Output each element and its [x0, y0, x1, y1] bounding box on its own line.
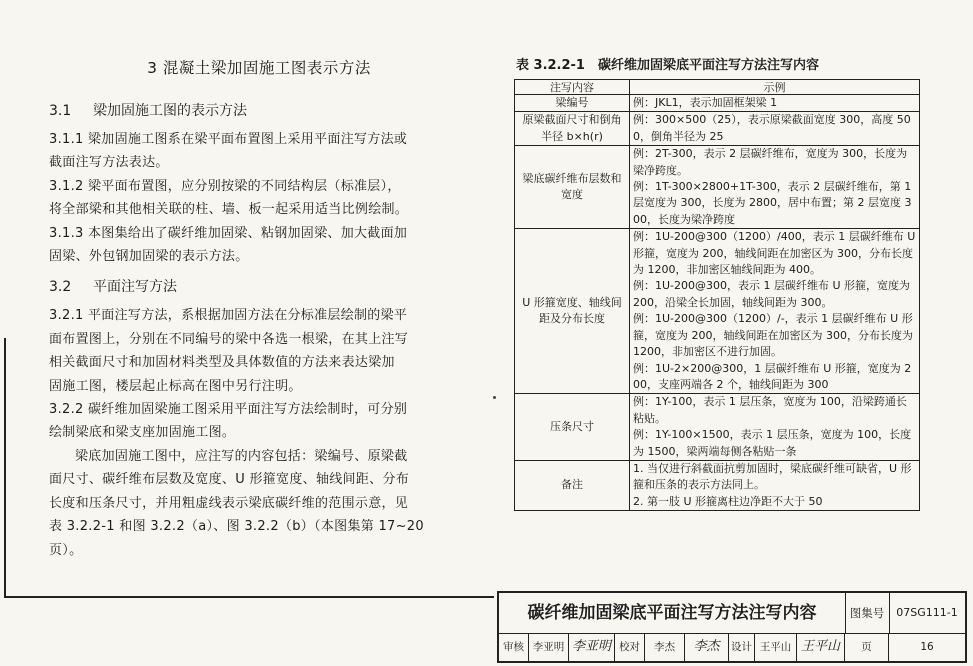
checker-name: 李杰 — [645, 633, 685, 661]
left-column — [49, 50, 469, 562]
check-label: 校对 — [615, 633, 645, 661]
example-line: 2. 第一肢 U 形箍离柱边净距不大于 50 — [633, 494, 823, 508]
section-title: 平面注写方法 — [93, 279, 177, 296]
row-value — [630, 460, 920, 510]
example-line: 例：2T-300，表示 2 层碳纤维布，宽度为 300，长度为梁净跨度。 — [633, 147, 908, 177]
text-line: 将全部梁和其他相关联的柱、墙、板一起采用适当比例绘制。 — [49, 202, 409, 218]
text-line: 截面注写方法表达。 — [49, 155, 169, 171]
table-row — [515, 460, 920, 510]
text-line: 绘制梁底和梁支座加固施工图。 — [49, 425, 236, 441]
text-line: 3.1.1 梁加固施工图系在梁平面布置图上采用平面注写方法或 — [49, 132, 408, 147]
example-line: 例：1Y-100×1500，表示 1 层压条，宽度为 100，长度为 1500，梁两端每侧各粘贴一条 — [633, 428, 912, 458]
row-key: 压条尺寸 — [515, 394, 630, 461]
example-line: 例：1Y-100，表示 1 层压条，宽度为 100，沿梁跨通长粘贴。 — [633, 395, 907, 425]
text-line: 3.2.1 平面注写方法，系根据加固方法在分标准层绘制的梁平 — [49, 308, 408, 324]
row-key: 梁编号 — [515, 95, 630, 112]
page-number: 16 — [920, 641, 934, 653]
row-value — [630, 146, 920, 229]
table-row — [515, 95, 920, 112]
annotation-table — [514, 79, 920, 511]
designer-name: 王平山 — [755, 633, 797, 661]
reviewer-name: 李亚明 — [529, 633, 569, 661]
table-row — [515, 146, 920, 229]
text-line: 固施工图，楼层起止标高在图中另行注明。 — [49, 378, 302, 394]
paragraph-3-1-3 — [49, 222, 469, 269]
text-line: 3.1.2 梁平面布置图，应分别按梁的不同结构层（标准层）， — [49, 178, 401, 194]
example-line: 例：1U-200@300（1200）/-，表示 1 层碳纤维布 U 形箍，宽度为 200，轴线间距在加密区为 300，分布长度为 1200，非加密区不进行加固。 — [633, 312, 913, 359]
right-column — [514, 54, 924, 511]
signature-row — [499, 633, 965, 661]
text-line: 梁底加固施工图中，应注写的内容包括：梁编号、原梁截 — [75, 448, 408, 464]
table-row — [515, 112, 920, 146]
margin-rule-horizontal — [4, 596, 494, 598]
header-example: 示例 — [630, 80, 920, 95]
section-title: 梁加固施工图的表示方法 — [93, 103, 247, 119]
example-line: 例：1T-300×2800+1T-300，表示 2 层碳纤维布，第 1 层宽度为 300，长度为 2800，居中布置；第 2 层宽度 300，长度为梁净跨度 — [633, 180, 912, 226]
header-content: 注写内容 — [515, 80, 630, 95]
paragraph-3-2-2 — [49, 398, 469, 445]
paragraph-3-2-1 — [49, 304, 469, 398]
row-key: 备注 — [515, 460, 630, 510]
example-line: 例：300×500（25），表示原梁截面宽度 300，高度 500，倒角半径为 25 — [633, 113, 911, 143]
table-caption: 表 3.2.2-1 碳纤维加固梁底平面注写方法注写内容 — [516, 58, 819, 73]
checker-signature: 李杰 — [685, 633, 729, 661]
text-line: 3.2.2 碳纤维加固梁施工图采用平面注写方法绘制时，可分别 — [49, 402, 408, 418]
row-value — [630, 394, 920, 461]
reviewer-signature: 李亚明 — [569, 633, 615, 661]
atlas-number: 07SG111-1 — [889, 593, 965, 634]
text-line: 相关截面尺寸和加固材料类型及具体数值的方法来表达梁加 — [49, 355, 395, 371]
text-line: 固梁、外包钢加固梁的表示方法。 — [49, 249, 249, 265]
margin-dot — [493, 396, 496, 399]
example-line: 例：1U-200@300（1200）/400，表示 1 层碳纤维布 U 形箍，宽度为 200，轴线间距在加密区为 300，分布长度为 1200，非加密区轴线间距为 400。 — [633, 230, 916, 277]
text-line: 面布置图上，分别在不同编号的梁中各选一根梁，在其上注写 — [49, 331, 409, 347]
text-line: 长度和压条尺寸，并用粗虚线表示梁底碳纤维的范围示意，见 — [49, 495, 409, 511]
paragraph-3-1-2 — [49, 175, 469, 222]
section-number: 3.1 — [49, 103, 72, 119]
example-line: 1. 当仅进行斜截面抗剪加固时，梁底碳纤维可缺省，U 形箍和压条的表示方法同上。 — [633, 461, 912, 492]
row-key: 梁底碳纤维布层数和宽度 — [515, 146, 630, 229]
margin-rule-vertical — [4, 338, 6, 598]
table-row — [515, 394, 920, 461]
review-label: 审核 — [499, 633, 529, 661]
table-header-row — [515, 80, 920, 95]
section-number: 3.2 — [49, 279, 72, 296]
row-key: U 形箍宽度、轴线间距及分布长度 — [515, 229, 630, 394]
row-value — [630, 95, 920, 112]
row-value — [630, 112, 920, 146]
text-line: 面尺寸、碳纤维布层数及宽度、U 形箍宽度、轴线间距、分布 — [49, 472, 410, 488]
atlas-number-label: 图集号 — [845, 593, 890, 634]
example-line: 例：1U-200@300，表示 1 层碳纤维布 U 形箍，宽度为 200，沿梁全长加固，轴线间距为 300。 — [633, 279, 911, 309]
section-3-2-heading — [49, 276, 469, 298]
designer-signature: 王平山 — [797, 633, 845, 661]
chapter-title: 3 混凝土梁加固施工图表示方法 — [147, 59, 371, 77]
row-key: 原梁截面尺寸和倒角半径 b×h(r) — [515, 112, 630, 146]
drawing-title-block — [497, 591, 967, 663]
page-label: 页 — [845, 633, 889, 661]
example-line: 例：1U-2×200@300，1 层碳纤维布 U 形箍，宽度为 200，支座两端各 2 个，轴线间距为 300 — [633, 361, 912, 391]
design-label: 设计 — [729, 633, 755, 661]
table-row — [515, 229, 920, 394]
paragraph-3-1-1 — [49, 128, 469, 175]
paragraph-beam-bottom-content — [49, 445, 469, 562]
example-line: 例：JKL1，表示加固框架梁 1 — [633, 96, 778, 109]
row-value — [630, 229, 920, 394]
text-line: 3.1.3 本图集给出了碳纤维加固梁、粘钢加固梁、加大截面加 — [49, 225, 408, 241]
drawing-title: 碳纤维加固梁底平面注写方法注写内容 — [499, 593, 846, 634]
text-line: 表 3.2.2-1 和图 3.2.2（a）、图 3.2.2（b）（本图集第 17~20 — [49, 519, 424, 535]
section-3-1-heading — [49, 100, 469, 122]
text-line: 页）。 — [49, 542, 83, 558]
